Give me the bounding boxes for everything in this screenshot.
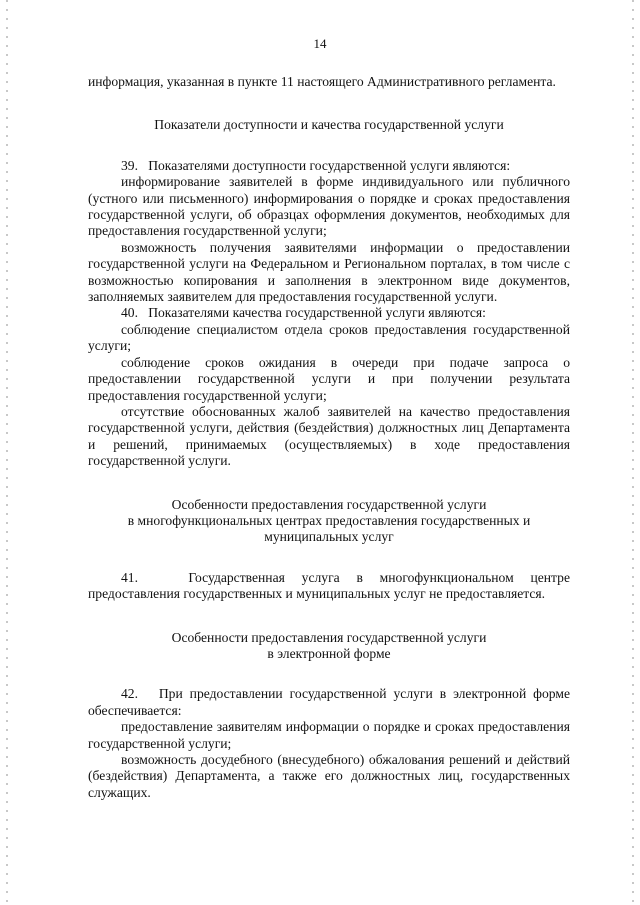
paragraph-39-item-2: возможность получения заявителями информации о предоставлении государственной услуги на Федеральном и Региональном порталах, в том числе с возможностью копирования и заполнения в электронном виде документов, заполняемых заявителем для предоставления государственной услуги. <box>88 239 570 305</box>
section-heading-electronic-line-1: Особенности предоставления государственной услуги <box>171 629 487 645</box>
paragraph-42: 42. При предоставлении государственной услуги в электронной форме обеспечивается: <box>88 686 570 718</box>
paragraph-42-item-1: предоставление заявителям информации о порядке и сроках предоставления государственной услуги; <box>88 719 570 751</box>
left-edge-scan-marks <box>6 0 8 905</box>
paragraph-42-item-2: возможность досудебного (внесудебного) обжалования решений и действий (бездействия) Департамента, а также его должностных лиц, государственных служащих. <box>88 752 570 800</box>
page-number: 14 <box>313 36 327 51</box>
paragraph-40: 40. Показателями качества государственной услуги являются: <box>121 305 486 321</box>
paragraph-40-item-2: соблюдение сроков ожидания в очереди при подаче запроса о предоставлении государственной услуги и при получении результата предоставления государственной услуги; <box>88 354 570 403</box>
paragraph-40-item-3: отсутствие обоснованных жалоб заявителей на качество предоставления государственной услуги, действия (бездействия) должностных лиц Департамента и решений, принимаемых (осуществляемых) в ходе предоставления государственной услуги. <box>88 403 570 469</box>
section-heading-mfc-line-1: Особенности предоставления государственной услуги <box>171 496 487 512</box>
right-edge-scan-marks <box>632 0 634 905</box>
section-heading-mfc-line-3: муниципальных услуг <box>264 529 394 545</box>
paragraph-41: 41. Государственная услуга в многофункциональном центре предоставления государственных и муниципальных услуг не предоставляется. <box>88 569 570 602</box>
document-body <box>88 74 570 801</box>
paragraph-39-item-1: информирование заявителей в форме индивидуального или публичного (устного или письменного) информирования о порядке и сроках предоставления государственной услуги, об образцах оформления документов, необходимых для предоставления государственной услуги; <box>88 174 570 239</box>
section-heading-availability: Показатели доступности и качества государственной услуги <box>154 117 504 133</box>
paragraph-39: 39. Показателями доступности государственной услуги являются: <box>121 157 511 173</box>
intro-paragraph: информация, указанная в пункте 11 настоящего Административного регламента. <box>88 74 556 89</box>
section-heading-mfc-line-2: в многофункциональных центрах предоставления государственных и <box>127 512 531 528</box>
paragraph-40-item-1: соблюдение специалистом отдела сроков предоставления государственной услуги; <box>88 321 570 354</box>
section-heading-electronic-line-2: в электронной форме <box>267 645 391 661</box>
